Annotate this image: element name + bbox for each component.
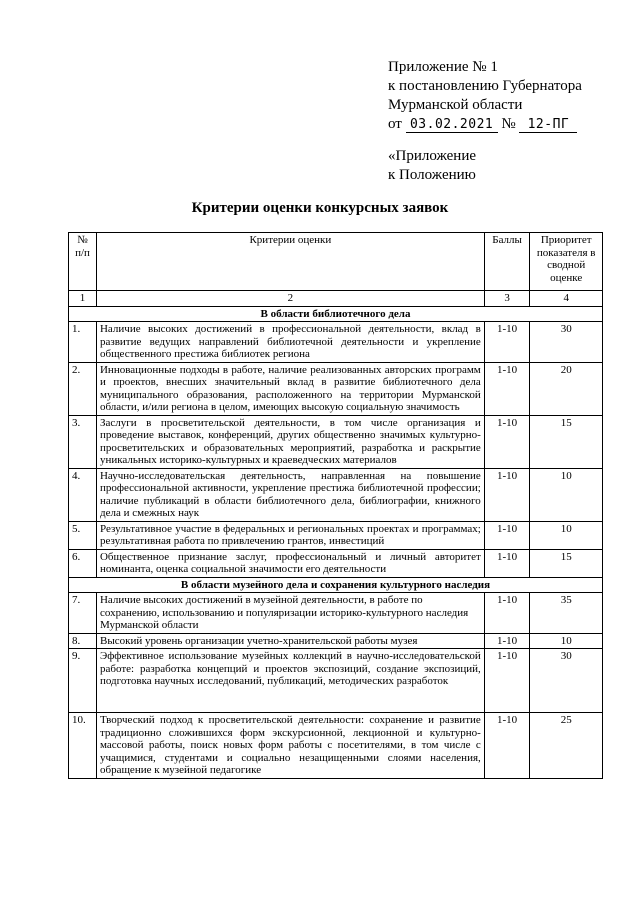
row-priority: 15 bbox=[530, 415, 603, 468]
row-priority: 10 bbox=[530, 521, 603, 549]
col-index: 3 bbox=[484, 291, 530, 307]
row-criterion: Общественное признание заслуг, профессиональный и личный авторитет номинанта, оценка социальной значимости его деятельности bbox=[96, 549, 484, 577]
row-score: 1-10 bbox=[484, 415, 530, 468]
appendix-line-1: Приложение № 1 bbox=[388, 59, 498, 75]
row-score: 1-10 bbox=[484, 362, 530, 415]
column-index-row bbox=[69, 291, 603, 307]
row-number: 2. bbox=[69, 362, 97, 415]
row-number: 8. bbox=[69, 633, 97, 649]
table-row bbox=[69, 549, 603, 577]
appendix-line-3: Мурманской области bbox=[388, 97, 523, 113]
table-row bbox=[69, 593, 603, 634]
row-criterion: Научно-исследовательская деятельность, направленная на повышение профессиональной активности, укрепление престижа библиотечной профессии; наличие публикаций в области библиотечного дела, библиографии, книжного дела и смежных наук bbox=[96, 468, 484, 521]
row-score: 1-10 bbox=[484, 521, 530, 549]
col-index: 4 bbox=[530, 291, 603, 307]
section-row bbox=[69, 577, 603, 593]
table-row bbox=[69, 521, 603, 549]
table-row bbox=[69, 468, 603, 521]
row-score: 1-10 bbox=[484, 549, 530, 577]
row-priority: 35 bbox=[530, 593, 603, 634]
row-number: 6. bbox=[69, 549, 97, 577]
table-row bbox=[69, 649, 603, 713]
page-title: Критерии оценки конкурсных заявок bbox=[191, 200, 449, 216]
from-label: от bbox=[388, 116, 402, 132]
row-number: 10. bbox=[69, 713, 97, 779]
row-criterion: Результативное участие в федеральных и региональных проектах и программах; результативная работа по привлечению грантов, инвестиций bbox=[96, 521, 484, 549]
section-row bbox=[69, 306, 603, 322]
header-priority: Приоритет показателя в сводной оценке bbox=[530, 233, 603, 291]
col-index: 1 bbox=[69, 291, 97, 307]
row-criterion: Творческий подход к просветительской деятельности: сохранение и развитие традиционно сложившихся форм экскурсионной, лекционной и культурно-массовой работы, поиск новых форм работы с посетителями, в том числе с учащимися, студентами и социально незащищенными слоями населения, обращение к музейной педагогике bbox=[96, 713, 484, 779]
row-score: 1-10 bbox=[484, 593, 530, 634]
criteria-table bbox=[68, 232, 603, 779]
row-score: 1-10 bbox=[484, 649, 530, 713]
row-priority: 10 bbox=[530, 468, 603, 521]
number-label: № bbox=[501, 116, 516, 132]
appendix-date-line bbox=[388, 115, 582, 134]
decree-date: 03.02.2021 bbox=[406, 117, 498, 133]
section-museum: В области музейного дела и сохранения культурного наследия bbox=[69, 577, 603, 593]
table-row bbox=[69, 633, 603, 649]
appendix-line-2: к постановлению Губернатора bbox=[388, 78, 582, 94]
row-number: 1. bbox=[69, 322, 97, 363]
table-header-row bbox=[69, 233, 603, 291]
decree-number: 12-ПГ bbox=[519, 117, 577, 133]
header-number: № п/п bbox=[69, 233, 97, 291]
row-criterion: Наличие высоких достижений в музейной деятельности, в работе по сохранению, использованию и популяризации историко-культурного наследия Мурманской области bbox=[96, 593, 484, 634]
section-library: В области библиотечного дела bbox=[69, 306, 603, 322]
row-number: 4. bbox=[69, 468, 97, 521]
row-number: 5. bbox=[69, 521, 97, 549]
header-score: Баллы bbox=[484, 233, 530, 291]
row-criterion: Эффективное использование музейных коллекций в научно-исследовательской работе: разработка концепций и проектов экспозиций, создание экспозиций, подготовка научных исследований, публикаций, методических разработок bbox=[96, 649, 484, 713]
table-row bbox=[69, 713, 603, 779]
row-number: 7. bbox=[69, 593, 97, 634]
row-number: 3. bbox=[69, 415, 97, 468]
appendix-header bbox=[388, 58, 582, 185]
row-priority: 15 bbox=[530, 549, 603, 577]
row-priority: 30 bbox=[530, 649, 603, 713]
appendix-line-6: к Положению bbox=[388, 167, 476, 183]
row-criterion: Заслуги в просветительской деятельности, в том числе организация и проведение выставок, конференций, других общественно значимых культурно-просветительских и образовательных мероприятий, разработка и раскрытие уникальных историко-культурных и краеведческих материалов bbox=[96, 415, 484, 468]
row-criterion: Наличие высоких достижений в профессиональной деятельности, вклад в развитие ведущих направлений библиотечной деятельности и укрепление общественного престижа библиотек региона bbox=[96, 322, 484, 363]
row-score: 1-10 bbox=[484, 322, 530, 363]
row-score: 1-10 bbox=[484, 713, 530, 779]
table-row bbox=[69, 322, 603, 363]
row-priority: 30 bbox=[530, 322, 603, 363]
row-score: 1-10 bbox=[484, 633, 530, 649]
row-criterion: Инновационные подходы в работе, наличие реализованных авторских программ и проектов, внесших значительный вклад в развитие библиотечного дела муниципального образования, расположенного на территории Мурманской области, и/или региона в целом, имеющих высокую социальную значимость bbox=[96, 362, 484, 415]
col-index: 2 bbox=[96, 291, 484, 307]
table-row bbox=[69, 415, 603, 468]
row-score: 1-10 bbox=[484, 468, 530, 521]
header-criteria: Критерии оценки bbox=[96, 233, 484, 291]
table-row bbox=[69, 362, 603, 415]
row-priority: 25 bbox=[530, 713, 603, 779]
appendix-line-5: «Приложение bbox=[388, 148, 477, 164]
row-priority: 20 bbox=[530, 362, 603, 415]
row-priority: 10 bbox=[530, 633, 603, 649]
row-criterion: Высокий уровень организации учетно-хранительской работы музея bbox=[96, 633, 484, 649]
row-number: 9. bbox=[69, 649, 97, 713]
